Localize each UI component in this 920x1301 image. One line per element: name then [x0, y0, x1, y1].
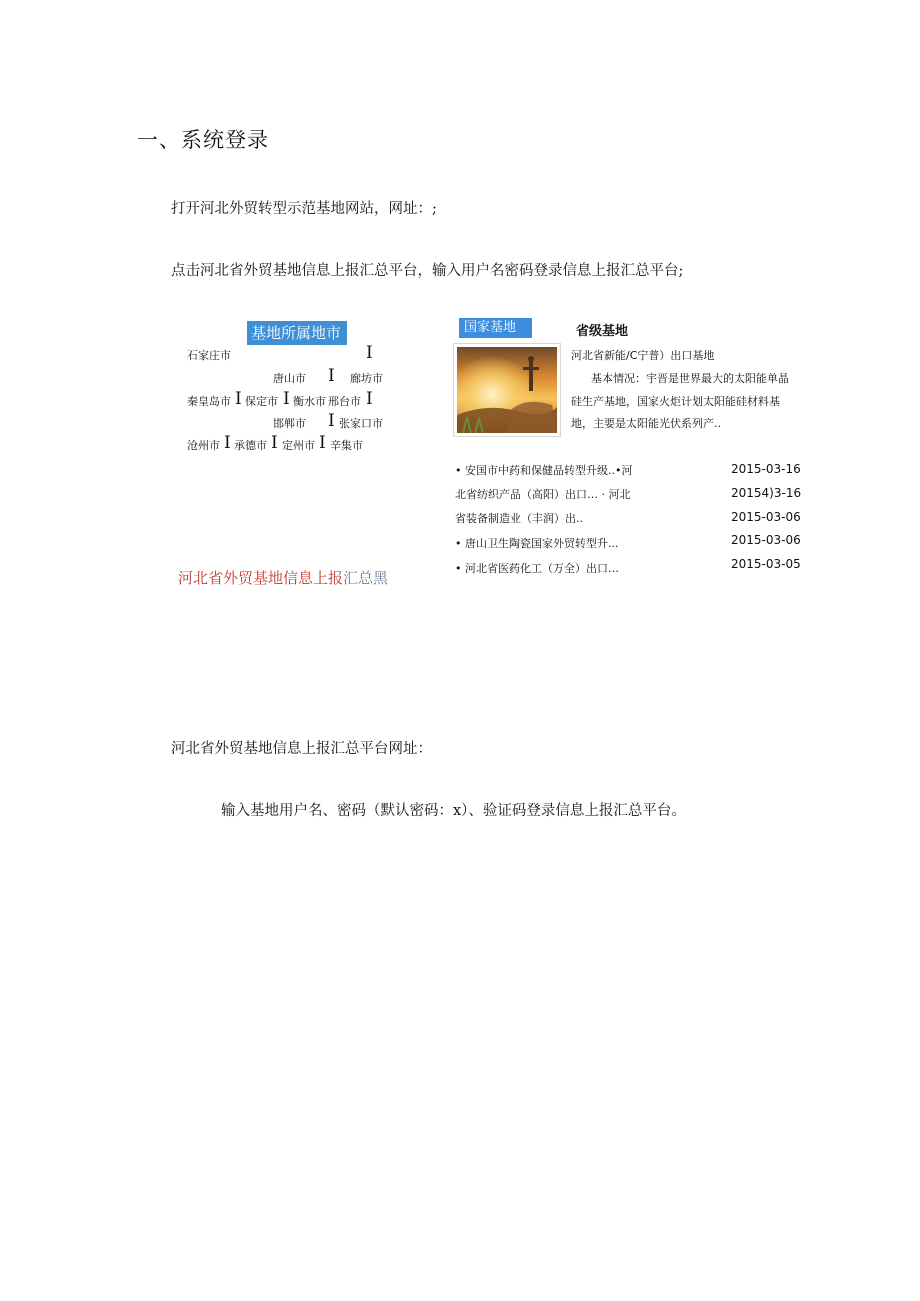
city-separator: I — [319, 433, 326, 453]
tab-national-bases[interactable]: 国家基地 — [459, 318, 532, 338]
solar-sunset-image — [457, 347, 557, 433]
instruction-platform-url: 河北省外贸基地信息上报汇总平台网址： — [171, 741, 432, 757]
city-separator: I — [366, 343, 373, 363]
instruction-click-platform: 点击河北省外贸基地信息上报汇总平台，输入用户名密码登录信息上报汇总平台; — [171, 263, 684, 279]
report-link-tail-text: 汇总黑 — [343, 569, 389, 587]
tab-provincial-bases[interactable]: 省级基地 — [576, 324, 629, 339]
city-link-shijiazhuang[interactable]: 石家庄市 — [187, 349, 231, 362]
news-item-date: 20154)3-16 — [731, 486, 802, 500]
city-panel-title: 基地所属地市 — [247, 321, 347, 345]
news-item-title[interactable]: • 安国市中药和保健品转型升级..•河 — [455, 464, 633, 477]
instruction-login-steps: 输入基地用户名、密码（默认密码：x）、验证码登录信息上报汇总平台。 — [221, 803, 686, 819]
report-platform-link[interactable] — [178, 567, 388, 588]
news-item-date: 2015-03-16 — [731, 462, 801, 476]
city-link-qinhuangdao[interactable]: 秦皇岛市 — [187, 395, 231, 408]
city-separator: I — [328, 366, 335, 386]
city-link-langfang[interactable]: 廊坊市 — [350, 372, 383, 385]
city-link-zhangjiakou[interactable]: 张家口市 — [339, 417, 383, 430]
news-item-date: 2015-03-05 — [731, 557, 801, 571]
featured-base-desc-line: 硅生产基地，国家火炬计划太阳能硅材料基 — [571, 395, 780, 408]
city-link-tangshan[interactable]: 唐山市 — [273, 372, 306, 385]
featured-base-desc-line: 基本情况：宇晋是世界最大的太阳能单晶 — [591, 372, 789, 385]
news-item-title[interactable]: • 唐山卫生陶瓷国家外贸转型升... — [455, 537, 619, 550]
report-link-main-text: 河北省外贸基地信息上报 — [178, 569, 344, 587]
city-separator: I — [328, 411, 335, 431]
section-heading: 一、系统登录 — [137, 128, 269, 152]
city-link-hengshui[interactable]: 衡水市 — [293, 395, 326, 408]
city-link-chengde[interactable]: 承德市 — [234, 439, 267, 452]
city-link-cangzhou[interactable]: 沧州市 — [187, 439, 220, 452]
instruction-open-site: 打开河北外贸转型示范基地网站，网址：; — [171, 201, 437, 217]
news-item-date: 2015-03-06 — [731, 533, 801, 547]
city-link-baoding[interactable]: 保定市 — [245, 395, 278, 408]
featured-base-photo[interactable] — [453, 343, 561, 437]
city-separator: I — [271, 433, 278, 453]
city-link-handan[interactable]: 邯郸市 — [273, 417, 306, 430]
city-link-xinji[interactable]: 辛集市 — [330, 439, 363, 452]
city-link-xingtai[interactable]: 邢台市 — [328, 395, 361, 408]
featured-base-title[interactable]: 河北省新能/C宁普）出口基地 — [571, 349, 715, 362]
city-separator: I — [366, 389, 373, 409]
featured-base-desc-line: 地，主要是太阳能光伏系列产.. — [571, 417, 721, 430]
news-item-title[interactable]: • 河北省医药化工（万全）出口… — [455, 562, 619, 575]
city-link-dingzhou[interactable]: 定州市 — [282, 439, 315, 452]
news-item-date: 2015-03-06 — [731, 510, 801, 524]
city-separator: I — [235, 389, 242, 409]
city-separator: I — [283, 389, 290, 409]
city-separator: I — [224, 433, 231, 453]
news-item-title[interactable]: 省装备制造业（丰润）出.. — [455, 512, 583, 525]
news-item-title[interactable]: 北省纺织产品（高阳）出口… · 河北 — [455, 488, 631, 501]
